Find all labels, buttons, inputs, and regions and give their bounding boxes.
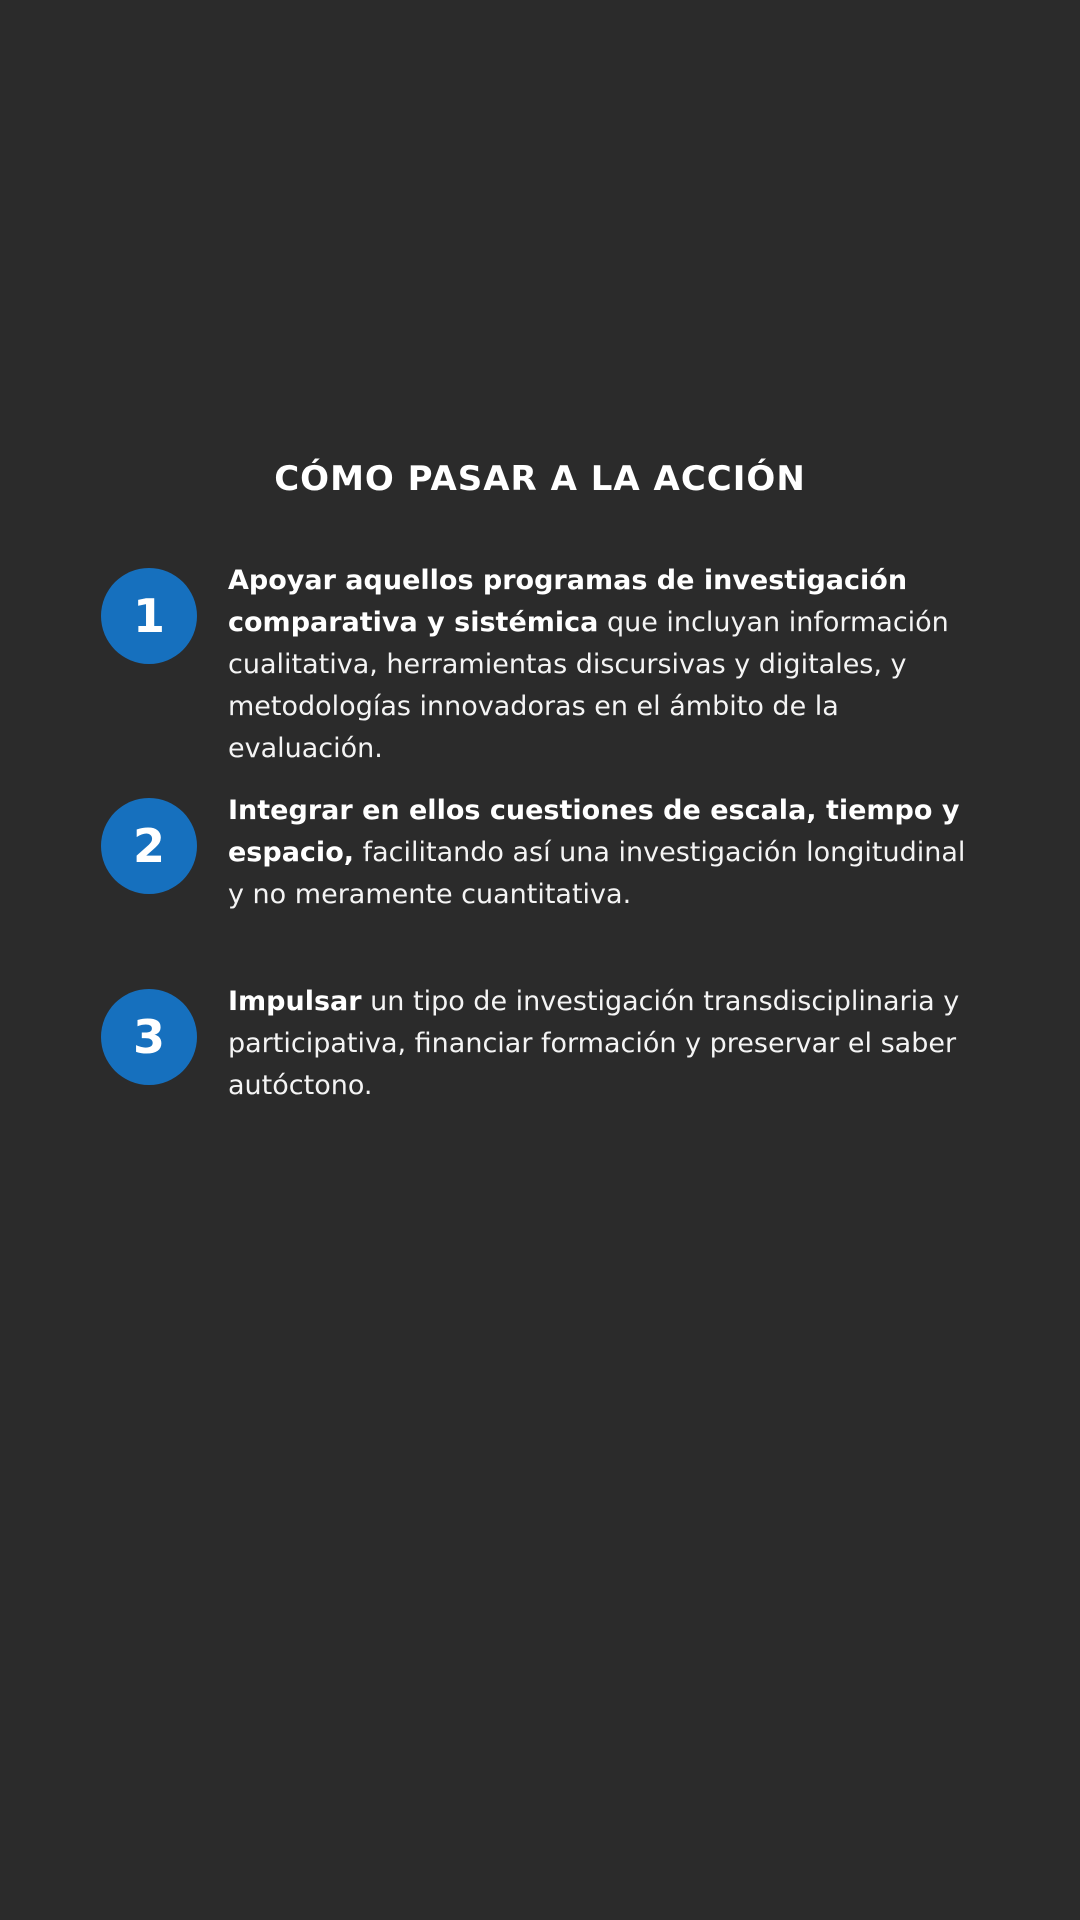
page-title: CÓMO PASAR A LA ACCIÓN [274, 459, 806, 499]
step-description [228, 790, 968, 916]
step-description [228, 981, 968, 1107]
step-number-badge: 2 [101, 798, 197, 894]
step-description [228, 560, 968, 770]
step-emphasis: Integrar en ellos cuestiones de escala, tiempo y espacio, [228, 795, 960, 868]
step-number-badge: 3 [101, 989, 197, 1085]
step-emphasis: Apoyar aquellos programas de investigación comparativa y sistémica [228, 565, 908, 638]
step-emphasis: Impulsar [228, 986, 362, 1017]
step-body: facilitando así una investigación longitudinal y no meramente cuantitativa. [228, 837, 966, 910]
step-body: que incluyan información cualitativa, herramientas discursivas y digitales, y metodologías innovadoras en el ámbito de la evaluación. [228, 607, 949, 764]
step-number-badge: 1 [101, 568, 197, 664]
step-body: un tipo de investigación transdisciplinaria y participativa, financiar formación y preservar el saber autóctono. [228, 986, 960, 1101]
